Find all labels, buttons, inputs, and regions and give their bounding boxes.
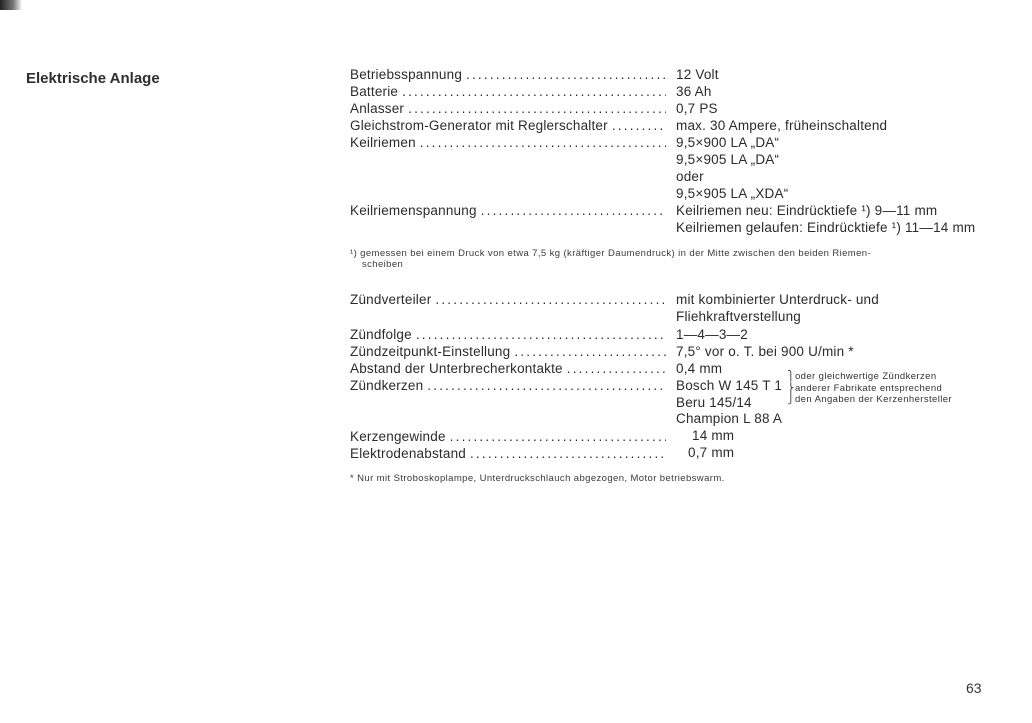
spec-label: Batterie bbox=[350, 84, 399, 99]
section-title: Elektrische Anlage bbox=[26, 70, 160, 87]
spec-value: 0,7 PS bbox=[676, 101, 718, 116]
spec-label: Keilriemenspannung bbox=[350, 203, 477, 218]
leader-dots bbox=[612, 118, 666, 133]
spec-value: mit kombinierter Unterdruck- und bbox=[676, 292, 879, 307]
spec-value: 1—4—3—2 bbox=[676, 327, 748, 342]
spec-label: Abstand der Unterbrecherkontakte bbox=[350, 361, 563, 376]
brace-top: ⎫ bbox=[787, 371, 795, 382]
spec-value-continued: oder bbox=[676, 169, 704, 184]
zuendkerzen-brace-note bbox=[787, 371, 952, 406]
leader-dots bbox=[481, 203, 666, 218]
leader-dots bbox=[470, 446, 666, 461]
leader-dots bbox=[466, 67, 666, 82]
spec-value: Bosch W 145 T 1 bbox=[676, 378, 783, 393]
leader-dots bbox=[450, 429, 666, 444]
leader-dots bbox=[567, 361, 666, 376]
spec-value-continued: Beru 145/14 bbox=[676, 395, 752, 410]
scan-edge-shadow bbox=[0, 0, 22, 10]
leader-dots bbox=[435, 292, 666, 307]
footnote-2: * Nur mit Stroboskoplampe, Unterdruckschlauch abgezogen, Motor betriebswarm. bbox=[350, 473, 725, 484]
page-number: 63 bbox=[966, 680, 982, 696]
brace-note-line: oder gleichwertige Zündkerzen bbox=[795, 371, 937, 382]
spec-value: 0,4 mm bbox=[676, 361, 723, 376]
leader-dots bbox=[416, 327, 666, 342]
spec-label: Zündkerzen bbox=[350, 378, 424, 393]
brace-middle: ⎬ bbox=[787, 382, 795, 394]
spec-label: Betriebsspannung bbox=[350, 67, 463, 82]
brace-note-line: den Angaben der Kerzenhersteller bbox=[795, 394, 952, 405]
spec-label: Keilriemen bbox=[350, 135, 416, 150]
spec-value: max. 30 Ampere, früheinschaltend bbox=[676, 118, 888, 133]
brace-note-line: anderer Fabrikate entsprechend bbox=[795, 382, 943, 394]
spec-label: Zündfolge bbox=[350, 327, 412, 342]
spec-label: Elektrodenabstand bbox=[350, 446, 466, 461]
spec-value: 0,7 mm bbox=[688, 445, 735, 460]
spec-value-continued: Champion L 88 A bbox=[676, 411, 783, 426]
footnote-line: scheiben bbox=[362, 259, 404, 270]
spec-label: Gleichstrom-Generator mit Reglerschalter bbox=[350, 118, 608, 133]
spec-label: Zündverteiler bbox=[350, 292, 432, 307]
spec-value: 12 Volt bbox=[676, 67, 719, 82]
brace-bottom: ⎭ bbox=[787, 394, 795, 405]
leader-dots bbox=[514, 344, 666, 359]
spec-label: Kerzengewinde bbox=[350, 429, 446, 444]
spec-value: Keilriemen neu: Eindrücktiefe ¹) 9—11 mm bbox=[676, 203, 938, 218]
spec-value-continued: Keilriemen gelaufen: Eindrücktiefe ¹) 11—14 mm bbox=[676, 220, 976, 235]
spec-value-continued: 9,5×905 LA „DA“ bbox=[676, 152, 780, 167]
spec-value-continued: Fliehkraftverstellung bbox=[676, 309, 802, 324]
leader-dots bbox=[408, 101, 666, 116]
leader-dots bbox=[420, 135, 666, 150]
spec-value: 9,5×900 LA „DA“ bbox=[676, 135, 780, 150]
leader-dots bbox=[402, 84, 666, 99]
spec-value: 7,5° vor o. T. bei 900 U/min * bbox=[676, 344, 854, 359]
spec-label: Anlasser bbox=[350, 101, 405, 116]
spec-value: 36 Ah bbox=[676, 84, 712, 99]
spec-label: Zündzeitpunkt-Einstellung bbox=[350, 344, 511, 359]
spec-value: 14 mm bbox=[692, 428, 735, 443]
spec-value-continued: 9,5×905 LA „XDA“ bbox=[676, 186, 789, 201]
footnote-1 bbox=[350, 248, 982, 270]
leader-dots bbox=[427, 378, 666, 393]
footnote-line: ¹) gemessen bei einem Druck von etwa 7,5 kg (kräftiger Daumendruck) in der Mitte zwischen den beiden Riemen- bbox=[350, 248, 872, 259]
